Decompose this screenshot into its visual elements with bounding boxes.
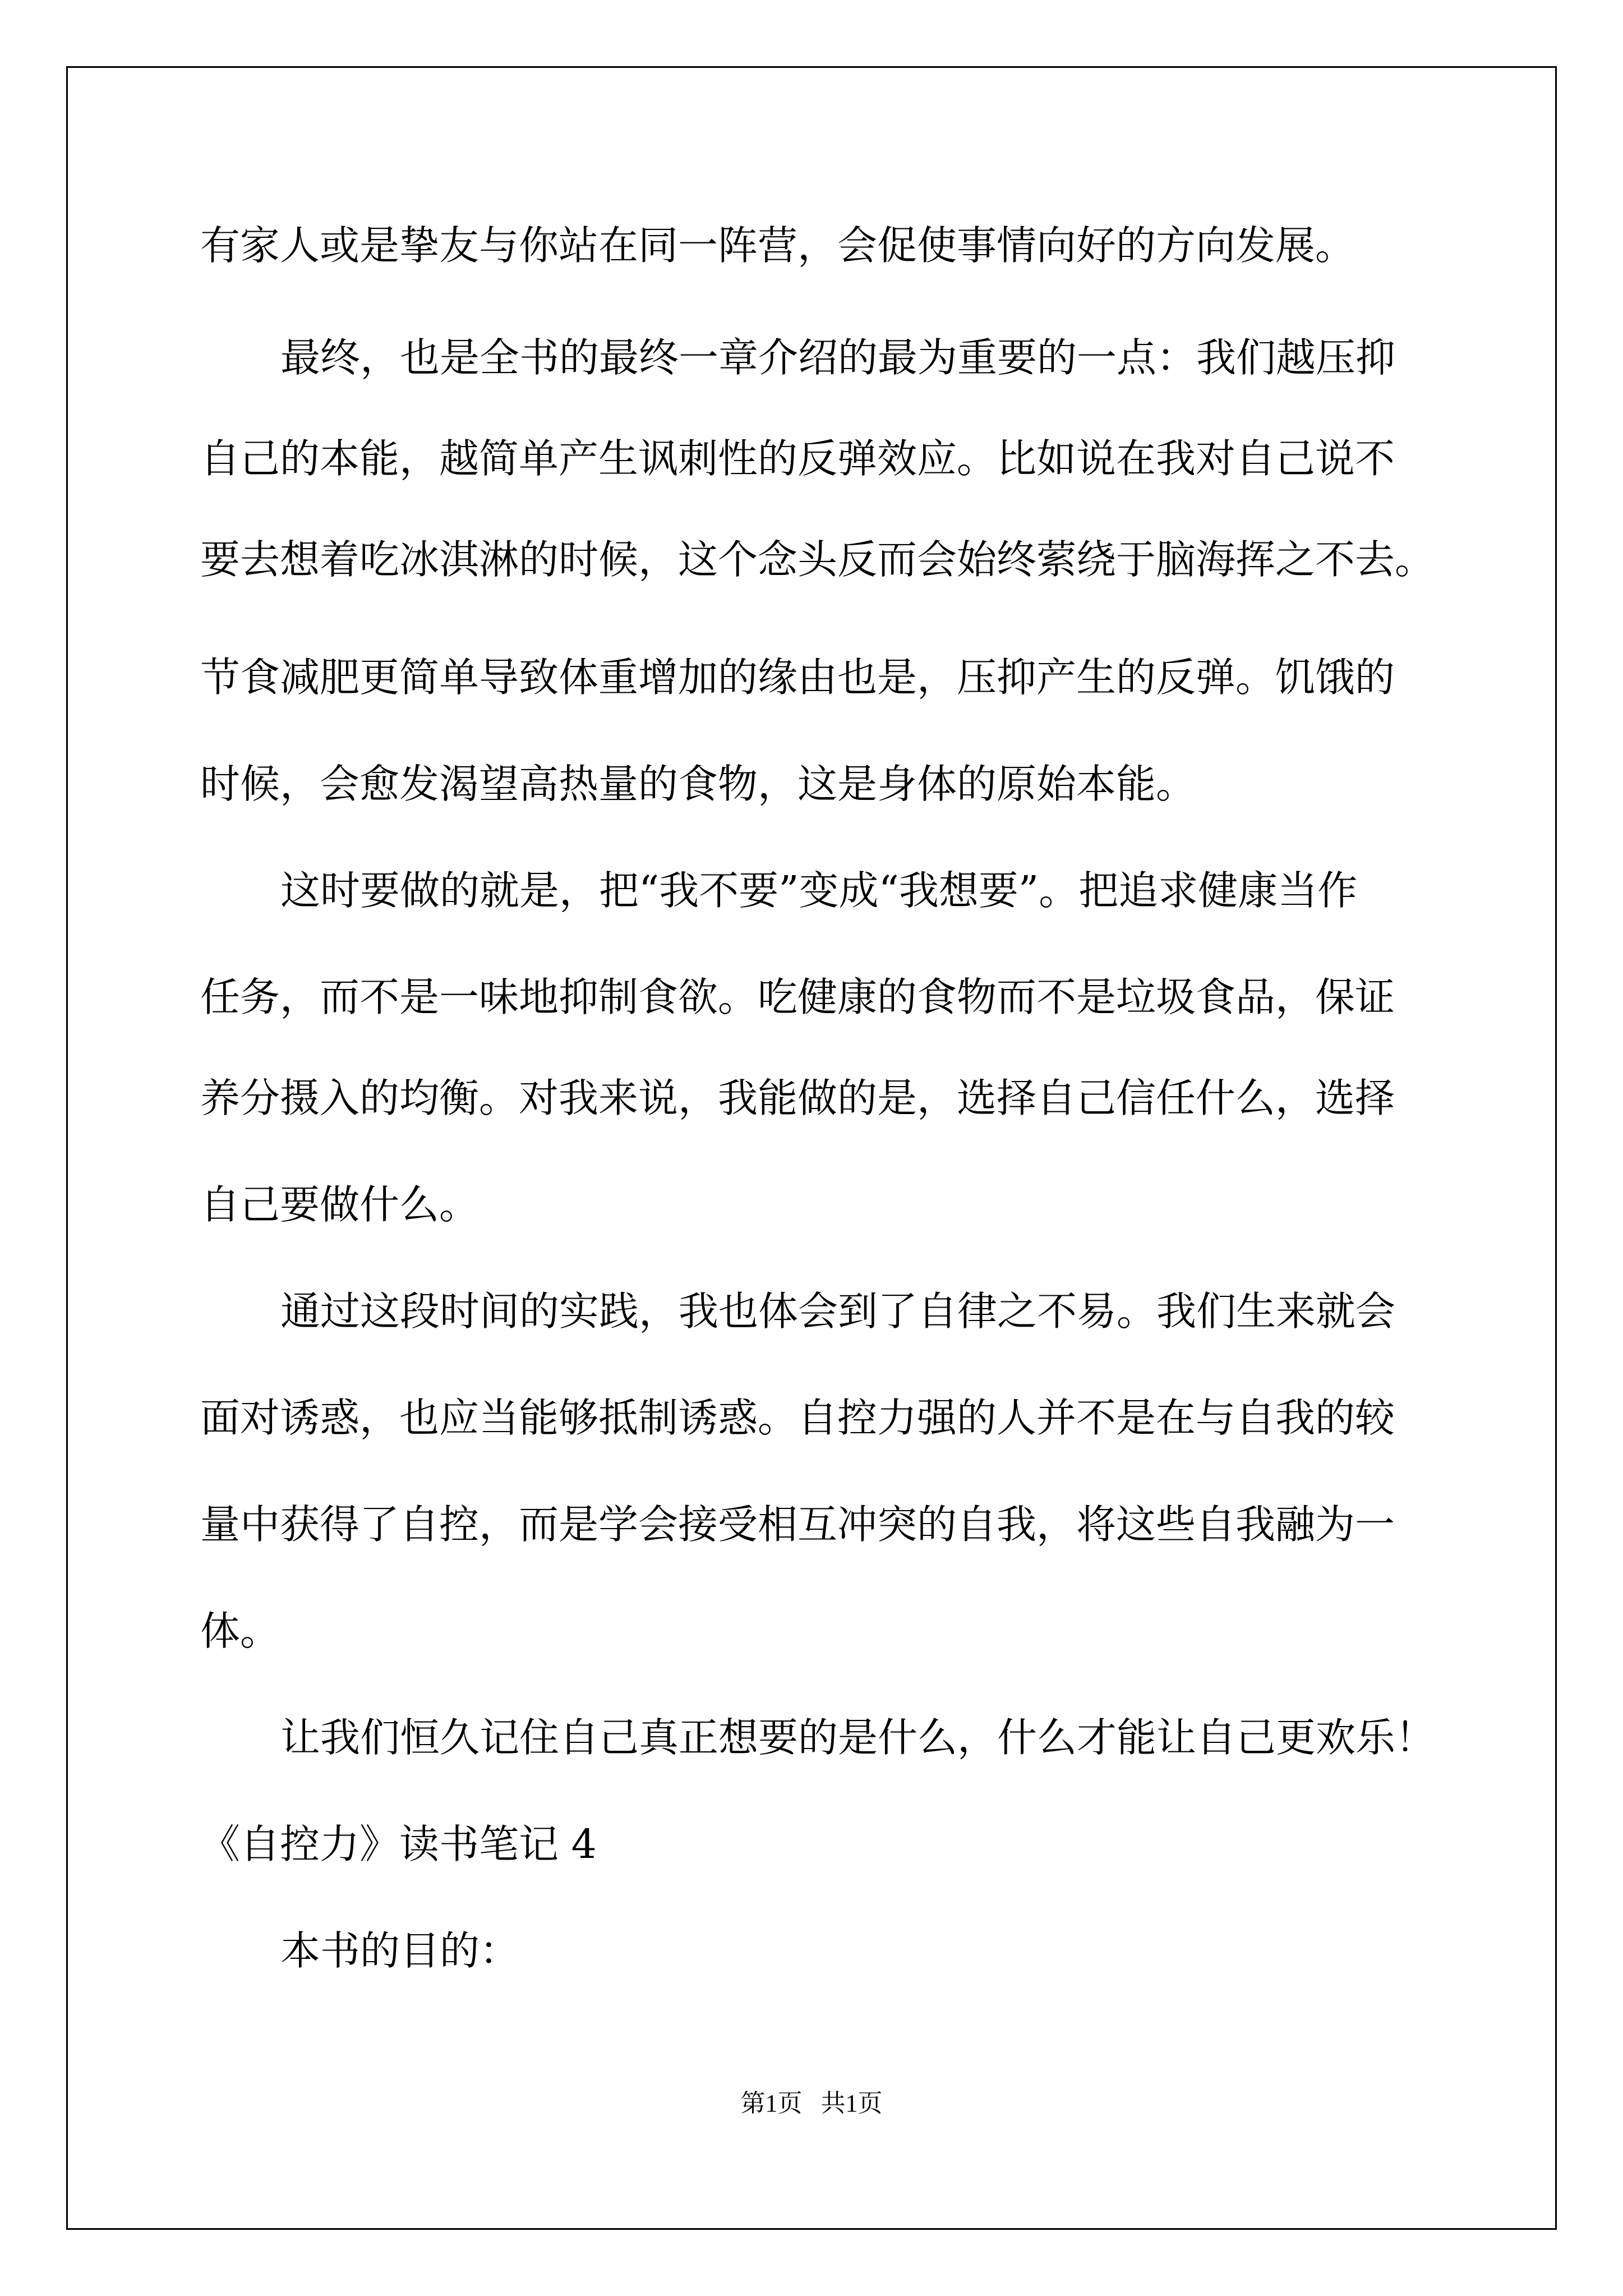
text-line: 量中获得了自控，而是学会接受相互冲突的自我，将这些自我融为一	[200, 1501, 1395, 1548]
text-line: 这时要做的就是，把“我不要”变成“我想要”。把追求健康当作	[280, 867, 1358, 914]
text-line: 自己的本能，越简单产生讽刺性的反弹效应。比如说在我对自己说不	[200, 435, 1395, 482]
section-heading: 《自控力》读书笔记 4	[200, 1821, 597, 1867]
text-line: 最终，也是全书的最终一章介绍的最为重要的一点：我们越压抑	[280, 334, 1396, 381]
text-line: 体。	[200, 1608, 280, 1654]
text-line: 要去想着吃冰淇淋的时候，这个念头反而会始终萦绕于脑海挥之不去。	[200, 536, 1435, 583]
text-line: 自己要做什么。	[200, 1181, 479, 1228]
text-line: 任务，而不是一味地抑制食欲。吃健康的食物而不是垃圾食品，保证	[200, 974, 1395, 1020]
text-line: 本书的目的：	[280, 1927, 520, 1974]
text-line: 面对诱惑，也应当能够抵制诱惑。自控力强的人并不是在与自我的较	[200, 1395, 1395, 1441]
page-border	[66, 66, 1557, 2230]
text-line: 让我们恒久记住自己真正想要的是什么，什么才能让自己更欢乐！	[280, 1714, 1436, 1761]
text-line: 有家人或是挚友与你站在同一阵营，会促使事情向好的方向发展。	[200, 222, 1355, 269]
text-line: 节食减肥更简单导致体重增加的缘由也是，压抑产生的反弹。饥饿的	[200, 654, 1395, 701]
text-line: 通过这段时间的实践，我也体会到了自律之不易。我们生来就会	[280, 1288, 1396, 1335]
page-footer: 第1页 共1页	[740, 2090, 883, 2117]
text-line: 养分摄入的均衡。对我来说，我能做的是，选择自己信任什么，选择	[200, 1075, 1395, 1121]
text-line: 时候，会愈发渴望高热量的食物，这是身体的原始本能。	[200, 761, 1196, 807]
